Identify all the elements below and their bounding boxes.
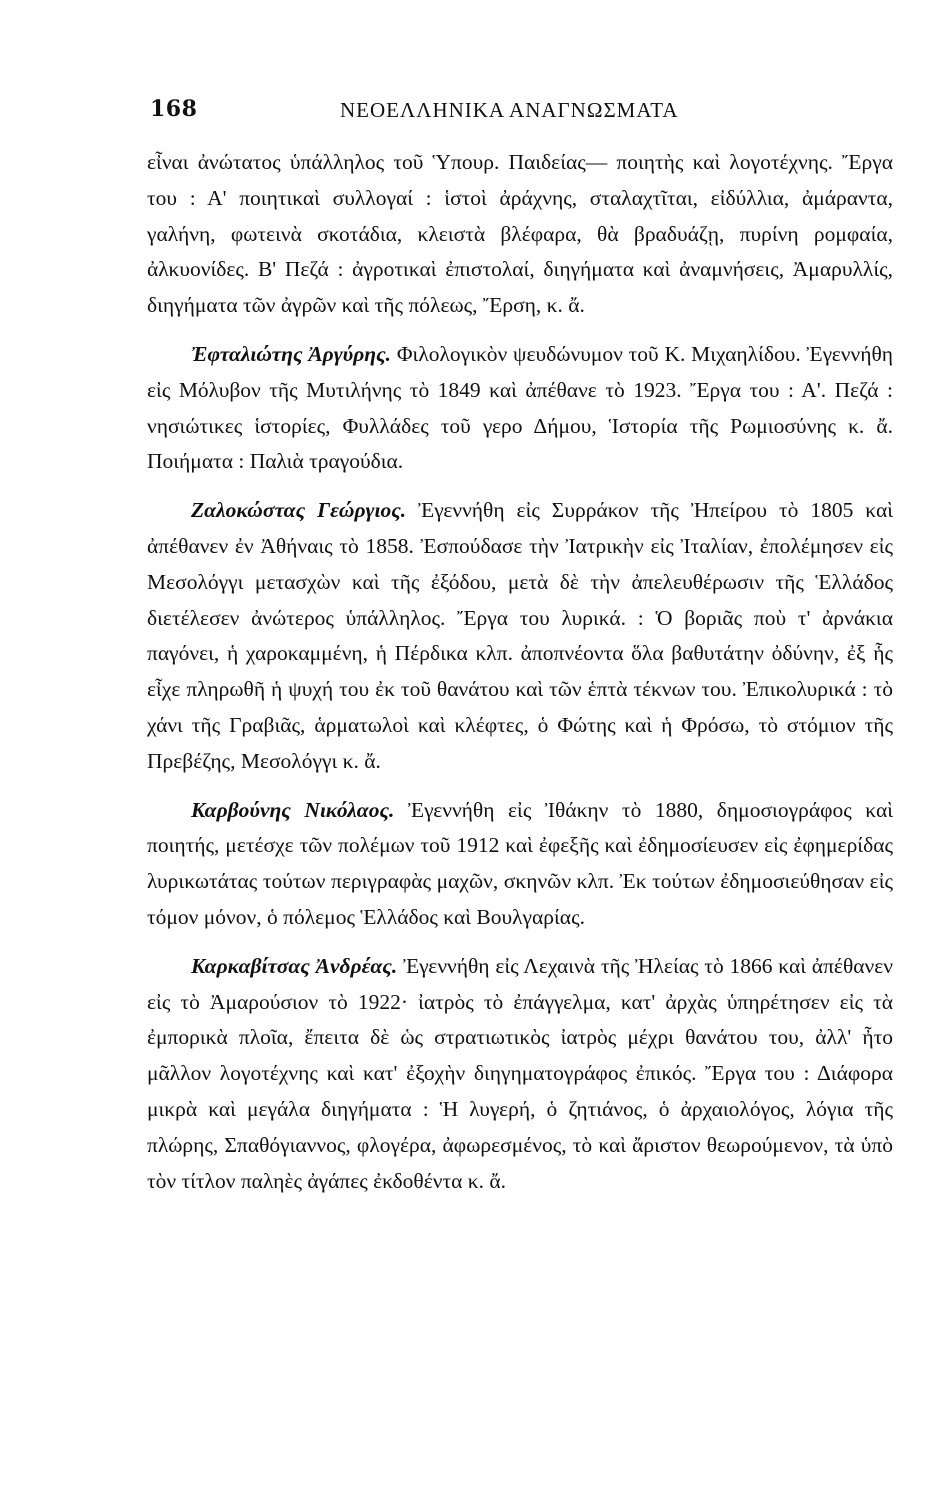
entry-name: Ζαλοκώστας Γεώργιος. [191,498,407,523]
page-number: 168 [150,96,198,122]
entry-zalokostas [147,493,893,779]
entry-name: Καρκαβίτσας Ἀνδρέας. [191,953,398,978]
entry-text: Ἐγεννήθη εἰς Ἰθάκην τὸ 1880, δημοσιογράφος καὶ ποιητής, μετέσχε τῶν πολέμων τοῦ 1912 καὶ ἐφεξῆς καὶ ἐδημοσίευσεν εἰς ἐφημερίδας λυρικωτάτας τούτων περιγραφὰς μαχῶν, σκηνῶν κλπ. Ἐκ τούτων ἐδημοσιεύθησαν εἰς τόμον μόνον, ὁ πόλεμος Ἑλλάδος καὶ Βουλγαρίας. [147,797,894,929]
body-text [147,145,893,1212]
entry-karvounis [147,793,893,936]
entry-name: Ἐφταλιώτης Ἀργύρης. [191,341,392,366]
entry-text: Ἐγεννήθη εἰς Λεχαινὰ τῆς Ἠλείας τὸ 1866 καὶ ἀπέθανεν εἰς τὸ Ἀμαρούσιον τὸ 1922· ἰατρὸς τὸ ἐπάγγελμα, κατ' ἀρχὰς ὑπηρέτησεν εἰς τὰ ἐμπορικὰ πλοῖα, ἔπειτα δὲ ὡς στρατιωτικὸς ἰατρὸς μέχρι θανάτου του, ἀλλ' ἦτο μᾶλλον λογοτέχνης καὶ κατ' ἐξοχὴν διηγηματογράφος ἐπικός. Ἔργα του : Διάφορα μικρὰ καὶ μεγάλα διηγήματα : Ἡ λυγερή, ὁ ζητιάνος, ὁ ἀρχαιολόγος, λόγια τῆς πλώρης, Σπαθόγιαννος, φλογέρα, ἀφωρεσμένος, τὸ καὶ ἄριστον θεωρούμενον, τὰ ὑπὸ τὸν τίτλον παληὲς ἀγάπες ἐκδοθέντα κ. ἄ. [147,953,893,1193]
running-head [150,96,890,132]
entry-text: Ἐγεννήθη εἰς Συρράκον τῆς Ἠπείρου τὸ 1805 καὶ ἀπέθανεν ἐν Ἀθήναις τὸ 1858. Ἐσπούδασε τὴν Ἰατρικὴν εἰς Ἰταλίαν, ἐπολέμησεν εἰς Μεσολόγγι μετασχὼν καὶ τῆς ἐξόδου, μετὰ δὲ τὴν ἀπελευθέρωσιν τῆς Ἑλλάδος διετέλεσεν ἀνώτερος ὑπάλληλος. Ἔργα του λυρικά. : Ὁ βοριᾶς ποὺ τ' ἀρνάκια παγόνει, ἡ χαροκαμμένη, ἡ Πέρδικα κλπ. ἀποπνέοντα ὅλα βαθυτάτην ὀδύνην, ἐξ ἧς εἶχε πληρωθῆ ἡ ψυχή του ἐκ τοῦ θανάτου καὶ τῶν ἑπτὰ τέκνων του. Ἐπικολυρικά : τὸ χάνι τῆς Γραβιᾶς, ἁρματωλοὶ καὶ κλέφτες, ὁ Φώτης καὶ ἡ Φρόσω, τὸ στόμιον τῆς Πρεβέζης, Μεσολόγγι κ. ἄ. [147,498,894,773]
entry-eftaliotis [147,337,893,480]
entry-karkavitsas [147,949,893,1200]
entry-text: Φιλολογικὸν ψευδώνυμον τοῦ Κ. Μιχαηλίδου. Ἐγεννήθη εἰς Μόλυβον τῆς Μυτιλήνης τὸ 1849 καὶ ἀπέθανε τὸ 1923. Ἔργα του : Α'. Πεζά : νησιώτικες ἱστορίες, Φυλλάδες τοῦ γερο Δήμου, Ἱστορία τῆς Ρωμιοσύνης κ. ἄ. Ποιήματα : Παλιὰ τραγούδια. [147,341,893,474]
running-title: ΝΕΟΕΛΛΗΝΙΚΑ ΑΝΑΓΝΩΣΜΑΤΑ [340,98,679,122]
continuation-paragraph [147,145,893,324]
entry-name: Καρβούνης Νικόλαος. [191,797,395,822]
continuation-text: εἶναι ἀνώτατος ὑπάλληλος τοῦ Ὑπουρ. Παιδείας— ποιητὴς καὶ λογοτέχνης. Ἔργα του : Α' ποιητικαὶ συλλογαί : ἱστοὶ ἀράχνης, σταλαχτῖται, εἰδύλλια, ἀμάραντα, γαλήνη, φωτεινὰ σκοτάδια, κλειστὰ βλέφαρα, θὰ βραδυάζῃ, πυρίνη ρομφαία, ἀλκυονίδες. Β' Πεζά : ἀγροτικαὶ ἐπιστολαί, διηγήματα καὶ ἀναμνήσεις, Ἀμαρυλλίς, διηγήματα τῶν ἀγρῶν καὶ τῆς πόλεως, Ἔρση, κ. ἄ. [147,150,893,318]
